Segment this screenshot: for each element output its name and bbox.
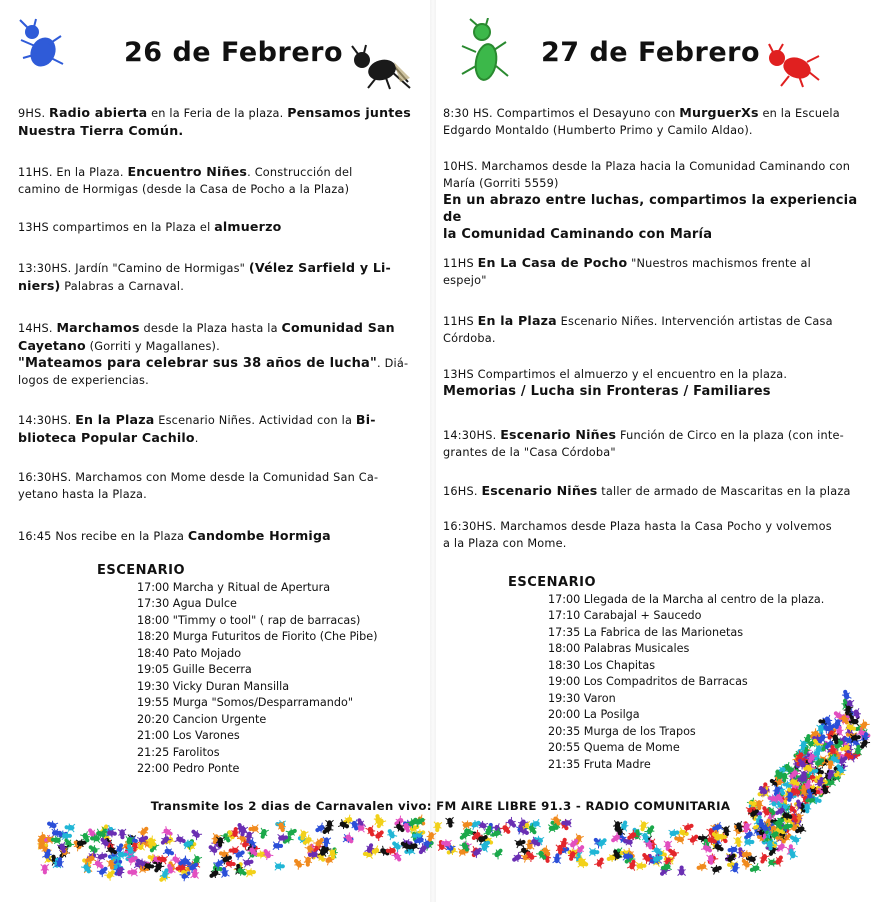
trail-ant xyxy=(589,848,599,856)
day2-stage-item-3: 17:35 La Fabrica de las Marionetas xyxy=(548,625,744,639)
day2-stage-item-9: 20:35 Murga de los Trapos xyxy=(548,724,696,738)
day1-stage-item-3: 18:00 "Timmy o tool" ( rap de barracas) xyxy=(137,613,361,627)
day1-event-5: 14HS. Marchamos desde la Plaza hasta la Comunidad San Cayetano (Gorriti y Magallanes). "Mateamos para celebrar sus 38 años de lucha". Diá- logos de experiencias. xyxy=(18,320,409,387)
trail-ant xyxy=(841,689,851,701)
day1-stage-item-9: 20:20 Cancion Urgente xyxy=(137,712,267,726)
trail-ant xyxy=(275,862,285,870)
trail-ant xyxy=(733,836,743,847)
trail-ant xyxy=(596,836,608,848)
day-26-title: 26 de Febrero xyxy=(124,37,343,68)
day-27-stage-heading: ESCENARIO xyxy=(508,575,597,590)
trail-ant xyxy=(162,826,174,838)
day2-stage-item-4: 18:00 Palabras Musicales xyxy=(548,642,690,656)
day2-stage-item-2: 17:10 Carabajal + Saucedo xyxy=(548,609,702,623)
trail-ant xyxy=(636,862,646,871)
day2-stage-item-5: 18:30 Los Chapitas xyxy=(548,658,656,672)
day2-event-3: 11HS En La Casa de Pocho "Nuestros machismos frente al espejo" xyxy=(443,255,812,287)
trail-ant xyxy=(163,846,175,857)
day1-stage-item-6: 19:05 Guille Becerra xyxy=(137,663,252,677)
trail-ant xyxy=(243,858,254,868)
day2-event-4: 11HS En la Plaza Escenario Niñes. Intervención artistas de Casa Córdoba. xyxy=(443,313,833,345)
trail-ant xyxy=(41,864,49,874)
day2-stage-item-10: 20:55 Quema de Mome xyxy=(548,741,680,755)
day1-event-6: 14:30HS. En la Plaza Escenario Niñes. Actividad con la Bi- blioteca Popular Cachilo. xyxy=(18,412,376,445)
trail-ant xyxy=(638,820,648,831)
day1-event-4: 13:30HS. Jardín "Camino de Hormigas" (Vélez Sarfield y Li- niers) Palabras a Carnaval. xyxy=(18,260,391,293)
trail-ant xyxy=(138,825,150,837)
day1-stage-item-11: 21:25 Farolitos xyxy=(137,745,220,759)
trail-ant xyxy=(773,854,785,866)
day2-stage-item-6: 19:00 Los Compadritos de Barracas xyxy=(548,675,748,689)
trail-ant xyxy=(245,868,256,877)
day1-event-2: 11HS. En la Plaza. Encuentro Niñes. Construcción del camino de Hormigas (desde la Casa de Pocho a la Plaza) xyxy=(18,164,353,196)
day1-stage-item-1: 17:00 Marcha y Ritual de Apertura xyxy=(137,581,331,594)
trail-ant xyxy=(258,828,268,839)
trail-ant xyxy=(118,829,126,839)
trail-ant xyxy=(304,856,312,866)
day1-stage-item-4: 18:20 Murga Futuritos de Fiorito (Che Pibe) xyxy=(137,630,378,644)
radio-broadcast-footer: Transmite los 2 dias de Carnavalen vivo: FM AIRE LIBRE 91.3 - RADIO COMUNITARIA xyxy=(150,799,731,813)
day1-stage-item-12: 22:00 Pedro Ponte xyxy=(137,761,240,775)
day1-event-3: 13HS compartimos en la Plaza el almuerzo xyxy=(18,219,282,234)
trail-ant xyxy=(511,852,523,864)
trail-ant xyxy=(292,857,304,869)
trail-ant xyxy=(758,853,769,865)
day1-event-1: 9HS. Radio abierta en la Feria de la plaza. Pensamos juntes Nuestra Tierra Común. xyxy=(18,105,411,138)
trail-ant xyxy=(594,856,606,868)
trail-ant xyxy=(81,862,93,874)
day2-event-8: 16:30HS. Marchamos desde Plaza hasta la Casa Pocho y volvemos a la Plaza con Mome. xyxy=(443,520,832,550)
day1-stage-item-10: 21:00 Los Varones xyxy=(137,729,240,743)
trail-ant xyxy=(678,866,686,876)
trail-ant xyxy=(711,864,723,875)
trail-ant xyxy=(273,842,283,850)
day2-event-2: 10HS. Marchamos desde la Plaza hacia la Comunidad Caminando con María (Gorriti 5559) En un abrazo entre luchas, compartimos la experiencia de la Comunidad Caminando con María xyxy=(443,160,858,242)
trail-ant xyxy=(492,847,504,859)
day2-event-7: 16HS. Escenario Niñes taller de armado de Mascaritas en la plaza xyxy=(443,483,851,498)
trail-ant xyxy=(744,838,754,846)
trail-ant xyxy=(65,823,75,832)
trail-ant xyxy=(515,838,526,848)
day2-stage-item-1: 17:00 Llegada de la Marcha al centro de la plaza. xyxy=(548,593,825,606)
day2-event-1: 8:30 HS. Compartimos el Desayuno con MurguerXs en la Escuela Edgardo Montaldo (Humberto Primo y Camilo Aldao). xyxy=(443,105,840,137)
day1-stage-item-8: 19:55 Murga "Somos/Desparramando" xyxy=(137,696,353,710)
trail-ant xyxy=(446,817,455,828)
day2-stage-item-8: 20:00 La Posilga xyxy=(548,708,640,722)
day1-stage-item-5: 18:40 Pato Mojado xyxy=(137,646,242,660)
trail-ant xyxy=(462,820,473,830)
day2-stage-item-11: 21:35 Fruta Madre xyxy=(548,757,651,771)
trail-ant xyxy=(128,868,138,876)
day-27-title: 27 de Febrero xyxy=(541,37,760,68)
day1-event-7: 16:30HS. Marchamos con Mome desde la Comunidad San Ca- yetano hasta la Plaza. xyxy=(18,471,379,501)
trail-ant xyxy=(728,845,739,854)
trail-ant xyxy=(433,822,442,832)
day2-stage-item-7: 19:30 Varon xyxy=(548,691,616,705)
day2-event-5: 13HS Compartimos el almuerzo y el encuentro en la plaza. Memorias / Lucha sin Fronteras / Familiares xyxy=(443,368,788,399)
day1-stage-item-2: 17:30 Agua Dulce xyxy=(137,597,237,611)
trail-ant xyxy=(190,828,202,840)
trail-ant xyxy=(373,829,385,841)
trail-ant xyxy=(669,828,680,838)
trail-ant xyxy=(696,862,707,872)
trail-ant xyxy=(385,828,397,840)
day-26-stage-heading: ESCENARIO xyxy=(97,563,186,578)
day1-stage-item-7: 19:30 Vicky Duran Mansilla xyxy=(137,679,290,693)
day2-event-6: 14:30HS. Escenario Niñes Función de Circo en la plaza (con inte- grantes de la "Casa Córdoba" xyxy=(443,427,844,459)
day1-event-8: 16:45 Nos recibe en la Plaza Candombe Hormiga xyxy=(18,528,331,543)
